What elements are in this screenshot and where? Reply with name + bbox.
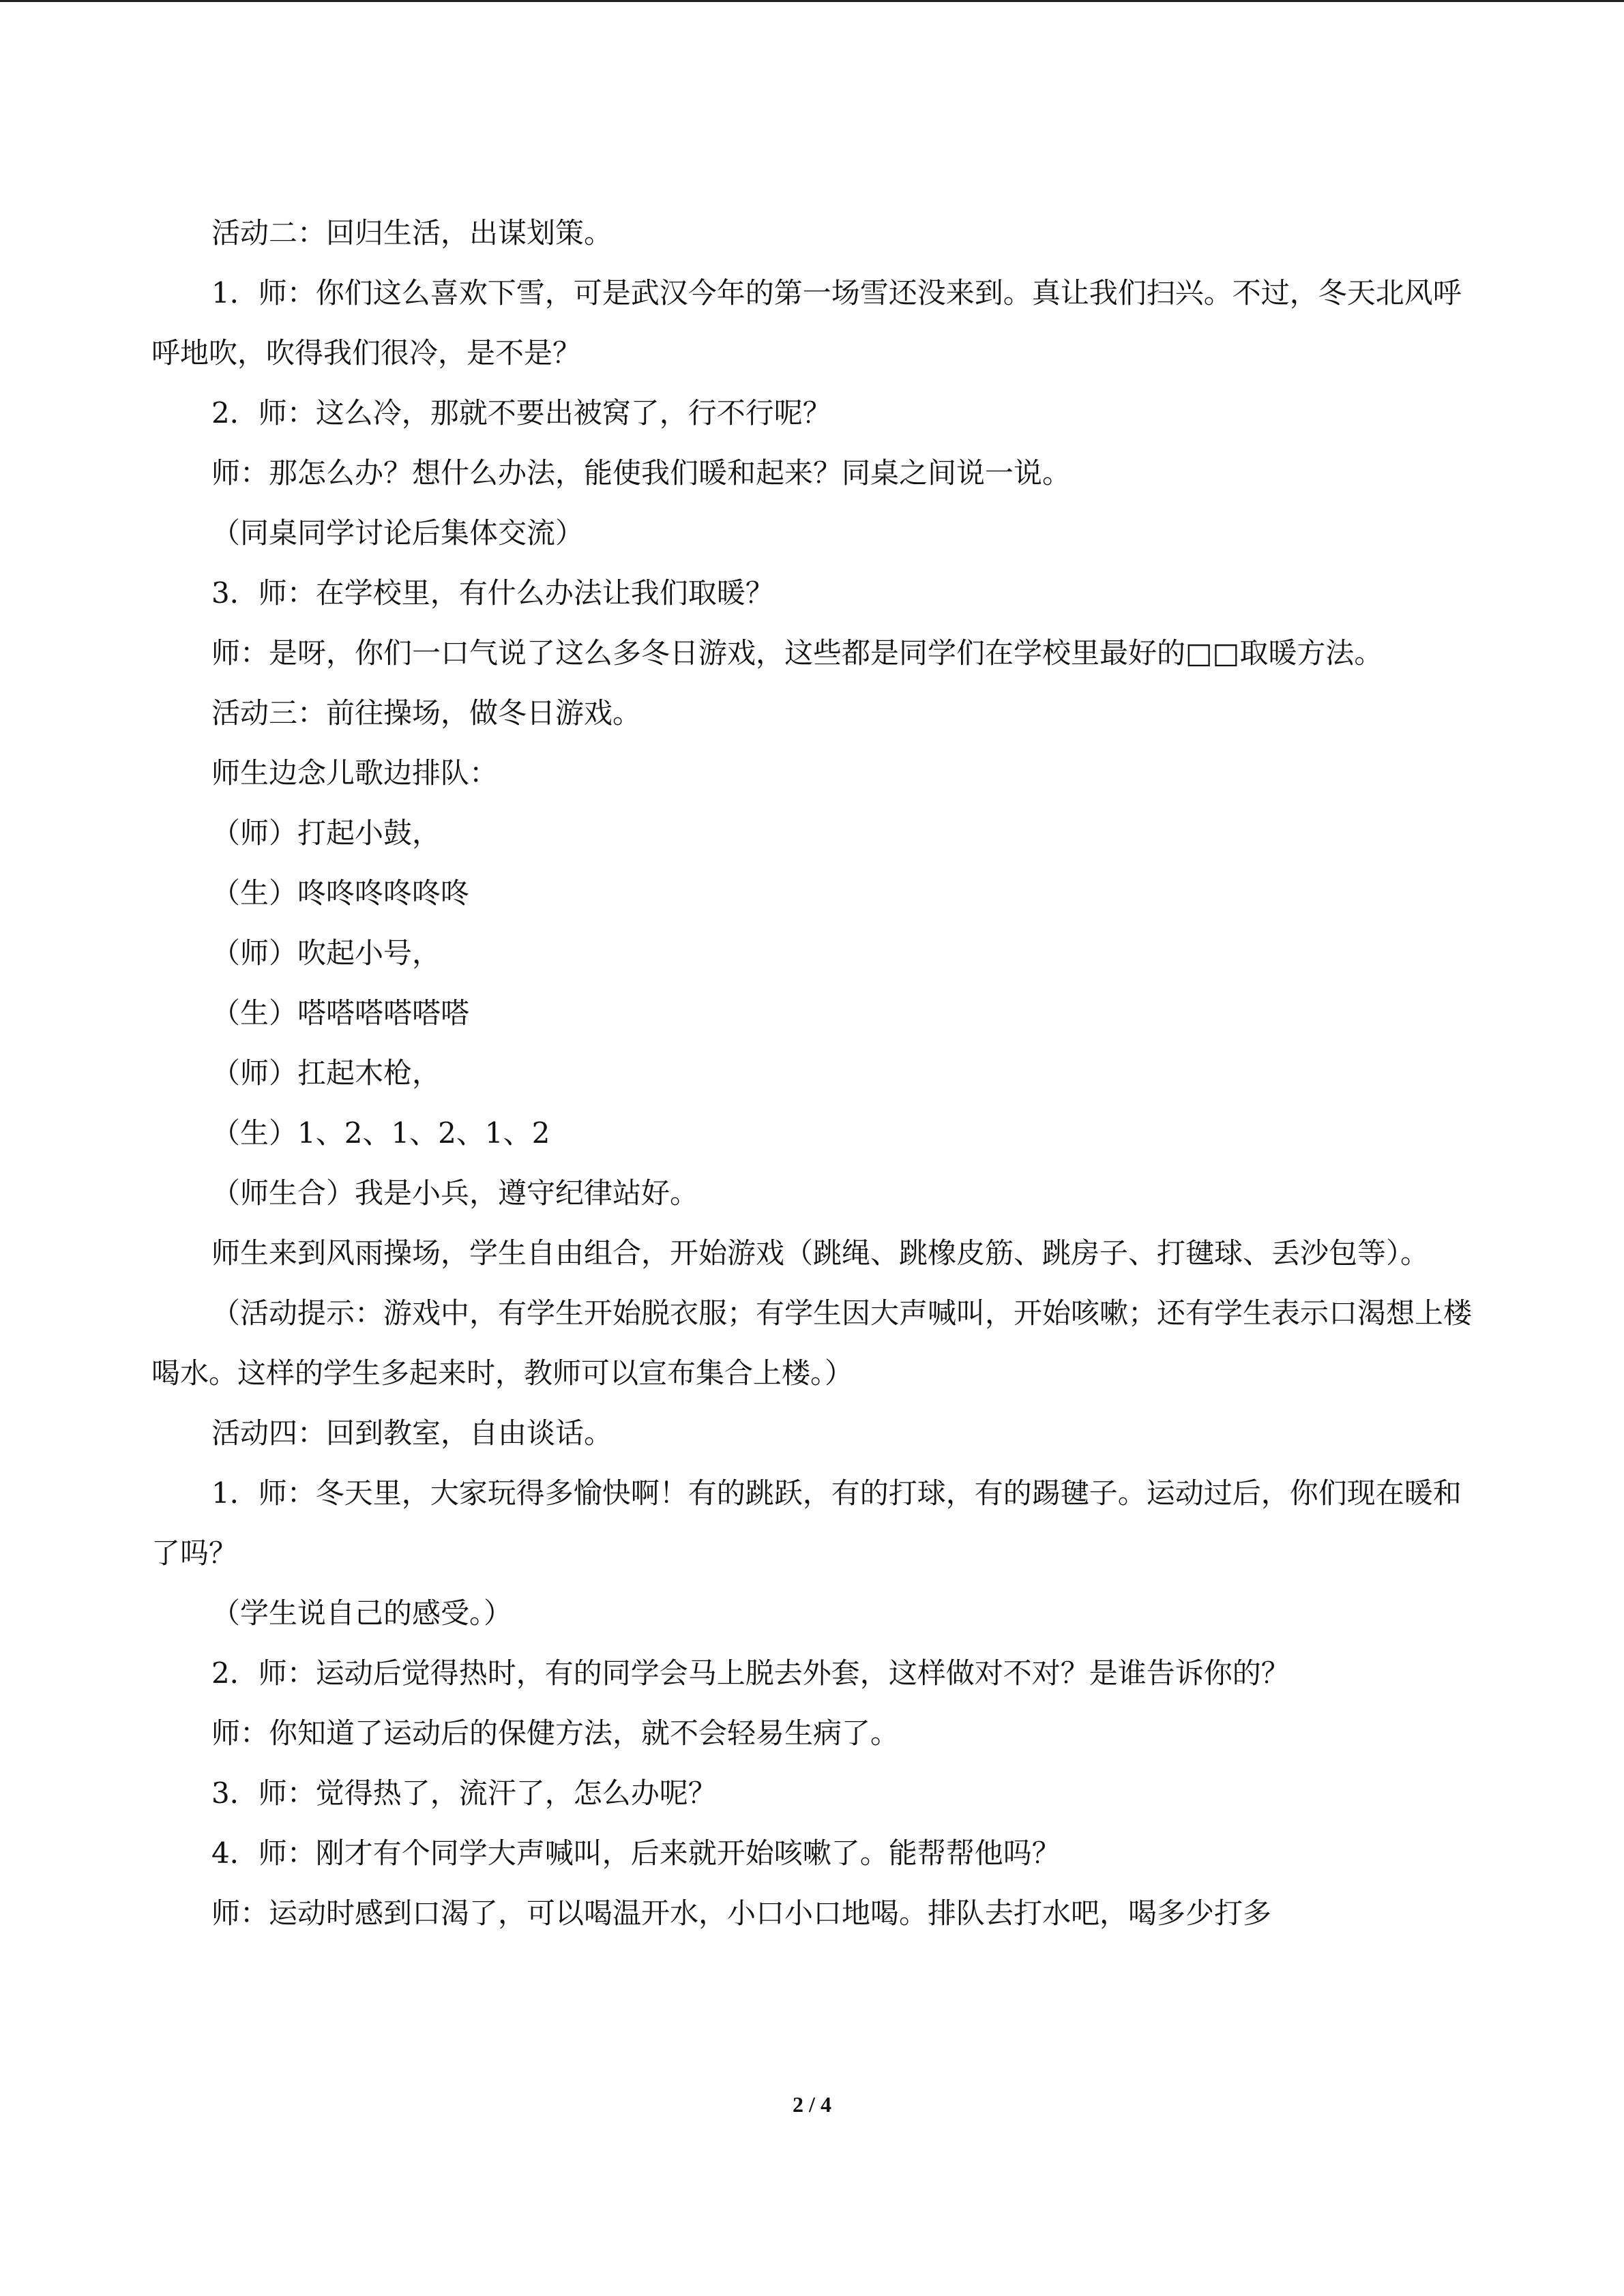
- paragraph: 师：那怎么办？想什么办法，能使我们暖和起来？同桌之间说一说。: [211, 456, 1072, 490]
- paragraph: 师：你知道了运动后的保健方法，就不会轻易生病了。: [211, 1716, 900, 1750]
- paragraph: （师）吹起小号，: [211, 936, 441, 970]
- paragraph: （生）嗒嗒嗒嗒嗒嗒: [211, 996, 470, 1030]
- paragraph: （师）扛起木枪，: [211, 1056, 441, 1090]
- page-number: 2 / 4: [793, 2092, 831, 2117]
- paragraph: （师生合）我是小兵，遵守纪律站好。: [211, 1176, 699, 1210]
- paragraph: 活动四：回到教室，自由谈话。: [211, 1416, 613, 1450]
- paragraph: 2．师：运动后觉得热时，有的同学会马上脱去外套，这样做对不对？是谁告诉你的？: [211, 1656, 1290, 1690]
- paragraph: （师）打起小鼓，: [211, 816, 441, 850]
- paragraph: 师：运动时感到口渴了，可以喝温开水，小口小口地喝。排队去打水吧，喝多少打多: [211, 1896, 1272, 1930]
- paragraph: 2．师：这么冷，那就不要出被窝了，行不行呢？: [211, 396, 831, 430]
- paragraph: （生）1、2、1、2、1、2: [211, 1116, 550, 1150]
- paragraph: 1．师：冬天里，大家玩得多愉快啊！有的跳跃，有的打球，有的踢毽子。运动过后，你们现在暖和了吗？: [151, 1476, 1462, 1570]
- page-top-border: [0, 0, 1624, 2]
- document-body: [151, 203, 1485, 1943]
- paragraph: （生）咚咚咚咚咚咚: [211, 876, 470, 910]
- paragraph: 活动三：前往操场，做冬日游戏。: [211, 696, 642, 730]
- paragraph: 师生边念儿歌边排队：: [211, 756, 499, 790]
- paragraph: 活动二：回归生活，出谋划策。: [211, 216, 613, 250]
- paragraph: 3．师：觉得热了，流汗了，怎么办呢？: [211, 1776, 717, 1810]
- paragraph: （活动提示：游戏中，有学生开始脱衣服；有学生因大声喊叫，开始咳嗽；还有学生表示口渴想上楼喝水。这样的学生多起来时，教师可以宣布集合上楼。）: [151, 1296, 1473, 1390]
- paragraph: （同桌同学讨论后集体交流）: [211, 516, 585, 550]
- paragraph: 4．师：刚才有个同学大声喊叫，后来就开始咳嗽了。能帮帮他吗？: [211, 1836, 1061, 1870]
- paragraph: 3．师：在学校里，有什么办法让我们取暖？: [211, 576, 774, 610]
- paragraph: 师：是呀，你们一口气说了这么多冬日游戏，这些都是同学们在学校里最好的□□取暖方法。: [211, 636, 1383, 670]
- paragraph: 师生来到风雨操场，学生自由组合，开始游戏（跳绳、跳橡皮筋、跳房子、打毽球、丢沙包等）。: [211, 1236, 1430, 1270]
- paragraph: 1．师：你们这么喜欢下雪，可是武汉今年的第一场雪还没来到。真让我们扫兴。不过，冬天北风呼呼地吹，吹得我们很冷，是不是？: [151, 276, 1462, 370]
- paragraph: （学生说自己的感受。）: [211, 1596, 513, 1630]
